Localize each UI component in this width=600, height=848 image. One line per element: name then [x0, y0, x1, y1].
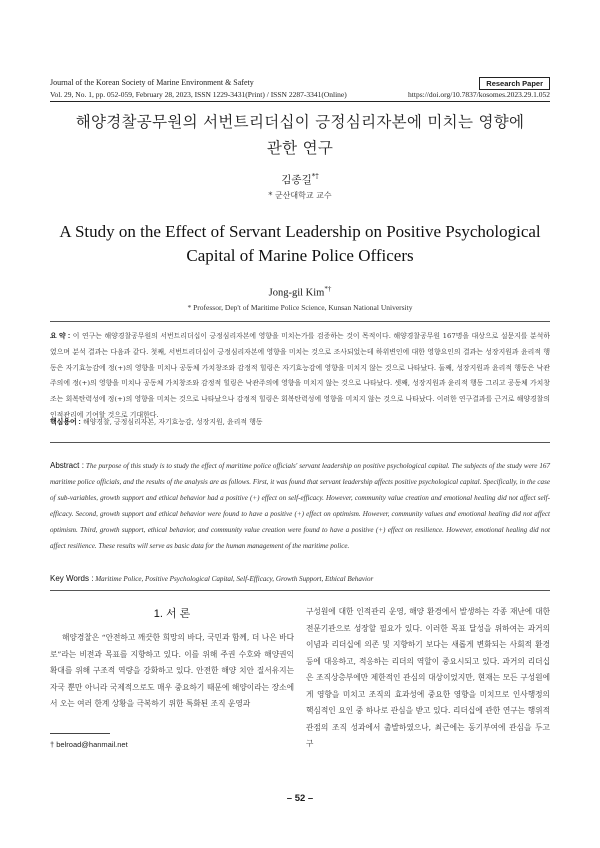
- citation-info: Vol. 29, No. 1, pp. 052-059, February 28, 2023, ISSN 1229-3431(Print) / ISSN 2287-3341(Online): [50, 90, 347, 99]
- korean-author: [50, 172, 550, 187]
- section-heading-introduction: 1. 서 론: [153, 608, 191, 620]
- english-abstract-label: Abstract :: [50, 461, 84, 470]
- korean-abstract-label: 요 약 :: [50, 333, 71, 340]
- english-author-mark: *†: [324, 285, 332, 293]
- korean-author-mark: *†: [311, 172, 319, 181]
- footnote-rule: [50, 733, 110, 734]
- header-rule: [50, 101, 550, 102]
- body-right-column: [306, 604, 550, 753]
- english-keywords-text: Maritime Police, Positive Psychological Capital, Self-Efficacy, Growth Support, Ethical Behavior: [95, 575, 374, 583]
- citation-line: [50, 90, 550, 99]
- korean-keywords-text: 해양경찰, 긍정심리자본, 자기효능감, 성장지원, 윤리적 행동: [83, 418, 263, 426]
- korean-title-line2: 관한 연구: [266, 139, 334, 157]
- abstract-bottom-rule: [50, 590, 550, 591]
- english-affiliation: * Professor, Dep't of Maritime Police Science, Kunsan National University: [187, 303, 413, 312]
- english-keywords-label: Key Words :: [50, 574, 94, 583]
- korean-keywords-label: 핵심용어 :: [50, 419, 81, 426]
- doi-link[interactable]: https://doi.org/10.7837/kosomes.2023.29.1.052: [408, 90, 550, 99]
- body-left-column: [50, 604, 294, 713]
- footnote: [50, 740, 128, 749]
- english-abstract-text: The purpose of this study is to study the effect of maritime police officials' servant leadership on positive psychological capital. The subjects of the study were 167 maritime police officials, and the results of the analysis are as follows. First, it was found that servant leadership affects positive psychological capital. Specifically, in the case of sub-variables, growth support and ethical behavior had a positive (+) effect on self-efficacy. However, community value creation and emotional healing did not affect self-efficacy. Second, growth support and ethical behavior were found to have a positive (+) effect on optimism. However, community values and emotional healing did not affect optimism. Third, growth support, ethical behavior, and community value creation were found to have a positive (+) effect on resilience. However, emotional healing did not affect resilience. These results will serve as basic data for the human management of the maritime police.: [50, 462, 550, 550]
- english-title-line2: Capital of Marine Police Officers: [186, 246, 414, 265]
- page-number: – 52 –: [286, 793, 314, 804]
- korean-abstract-text: 이 연구는 해양경찰공무원의 서번트리더십이 긍정심리자본에 영향을 미치는가를 검증하는 것이 목적이다. 해양경찰공무원 167명을 대상으로 설문지를 분석하였으며 분석 결과는 다음과 같다. 첫째, 서번트리더십이 긍정심리자본에 영향을 미치는 것으로 조사되었는데 하위변인에 대한 영향요인의 결과는 성장지원과 윤리적 행동은 자기효능감에 정(+)의 영향을 미치나 공동체 가치창조와 감정적 힐링은 자기효능감에 영향을 미치지 않는 것으로 나타났다. 둘째, 성장지원과 윤리적 행동은 낙관주의에 정(+)의 영향을 미치나 공동체 가치창조와 감정적 힐링은 낙관주의에 영향을 미치지 않는 것으로 나타났다. 셋째, 성장지원과 윤리적 행동 그리고 공동체 가치창조는 회복탄력성에 정(+)의 영향을 미치는 것으로 나타났으나 감정적 힐링은 회복탄력성에 영향을 미치지 않는 것으로 나타났다. 이러한 연구결과를 근거로 해양경찰의 인적관리에 기여할 것으로 기대한다.: [50, 332, 550, 419]
- english-author-name: Jong-gil Kim: [268, 287, 325, 299]
- abstract-top-rule: [50, 321, 550, 322]
- english-keywords: [50, 574, 550, 583]
- english-author: [50, 285, 550, 299]
- english-abstract: [50, 458, 550, 554]
- footnote-email[interactable]: belroad@hanmail.net: [56, 740, 128, 749]
- footnote-mark: †: [50, 740, 55, 749]
- body-paragraph-left: 해양경찰은 “안전하고 깨끗한 희망의 바다, 국민과 함께, 더 나은 바다로”라는 비전과 목표를 지향하고 있다. 이를 위해 주권 수호와 해양권익 확대를 위해 구조적 역량을 강화하고 있다. 안전한 해양 치안 질서유지는 자국 뿐만 아니라 국제적으로도 매우 중요하기 때문에 해양이라는 장소에서 오는 여러 한계 상황을 극복하기 위한 특화된 조직 운영과: [50, 633, 294, 708]
- body-paragraph-right: 구성원에 대한 인적관리 운영, 해양 환경에서 발생하는 각종 재난에 대한 전문기관으로 성장할 필요가 있다. 이러한 목표 달성을 위하여는 과거의 이념과 리더십에 의존 및 지향하기 보다는 새롭게 변화되는 사회적 환경 등에 대응하고, 적응하는 리더의 역할이 중요시되고 있다. 과거의 리더십은 조직상층부에만 제한적인 관심의 대상이었지만, 현재는 모든 구성원에게 영향을 미치고 조직의 효과성에 중요한 영향을 미치므로 인사행정의 핵심적인 요인 중 하나로 관심을 받고 있다. 리더십에 관한 연구는 행위적 관점의 조직 성과에서 출발하였으나, 최근에는 동기부여에 관심을 두고 구: [306, 607, 550, 748]
- korean-author-name: 김종길: [281, 174, 312, 186]
- korean-title-line1: 해양경찰공무원의 서번트리더십이 긍정심리자본에 미치는 영향에: [75, 113, 525, 131]
- korean-keywords: [50, 416, 550, 426]
- article-type-badge: Research Paper: [479, 77, 550, 90]
- abstract-middle-rule: [50, 442, 550, 443]
- journal-name: Journal of the Korean Society of Marine Environment & Safety: [50, 78, 254, 87]
- korean-affiliation: * 군산대학교 교수: [268, 191, 332, 200]
- english-title-line1: A Study on the Effect of Servant Leadership on Positive Psychological: [59, 222, 541, 241]
- korean-abstract: [50, 329, 550, 424]
